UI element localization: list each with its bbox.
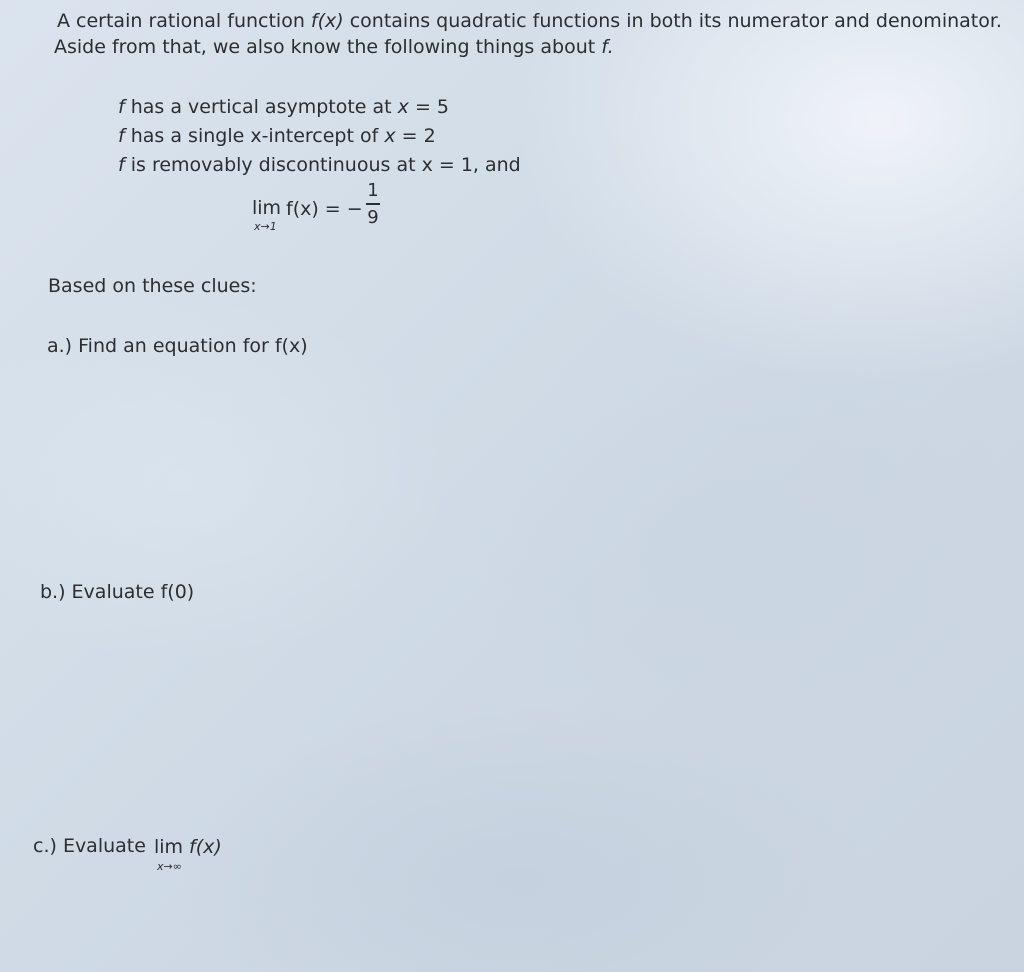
clue-f: f bbox=[118, 125, 125, 147]
intro-line-1-start: A certain rational function bbox=[57, 10, 311, 32]
limit-fraction bbox=[366, 180, 380, 228]
clue-removable-discontinuity bbox=[118, 156, 521, 175]
intro-line-1-end: contains quadratic functions in both its numerator and denominator. bbox=[343, 10, 1002, 32]
clues-prompt: Based on these clues: bbox=[48, 275, 257, 297]
limit-subscript: x→1 bbox=[254, 220, 277, 233]
clue-var: x bbox=[397, 96, 409, 118]
question-b: b.) Evaluate f(0) bbox=[40, 581, 195, 603]
question-c-lim: lim bbox=[154, 836, 184, 858]
clue-var: x bbox=[384, 125, 396, 147]
clue-f: f bbox=[118, 96, 125, 118]
question-c-expression: f(x) bbox=[189, 836, 222, 858]
clue-x-intercept bbox=[118, 127, 436, 146]
question-a: a.) Find an equation for f(x) bbox=[47, 335, 308, 357]
fraction-bar bbox=[366, 203, 380, 205]
intro-line-2 bbox=[54, 38, 614, 57]
intro-line-2-start: Aside from that, we also know the following things about bbox=[54, 36, 602, 58]
limit-lim: lim bbox=[252, 197, 282, 219]
clue-text: has a single x-intercept of bbox=[124, 125, 385, 147]
clue-rest: = 2 bbox=[395, 125, 436, 147]
clue-vertical-asymptote bbox=[118, 98, 449, 117]
clue-f: f bbox=[118, 154, 125, 176]
question-c-prefix: c.) Evaluate bbox=[33, 835, 146, 857]
limit-expression: f(x) = − bbox=[286, 198, 363, 220]
limit-denominator: 9 bbox=[367, 206, 379, 228]
limit-numerator: 1 bbox=[367, 180, 379, 201]
clue-text: has a vertical asymptote at bbox=[124, 96, 398, 118]
intro-line-1 bbox=[57, 12, 1002, 31]
clue-rest: = 5 bbox=[408, 96, 450, 118]
question-c-subscript: x→∞ bbox=[157, 860, 182, 873]
clue-text: is removably discontinuous at x = 1, and bbox=[124, 154, 521, 176]
function-f: f. bbox=[601, 36, 614, 58]
function-name: f(x) bbox=[310, 10, 344, 32]
